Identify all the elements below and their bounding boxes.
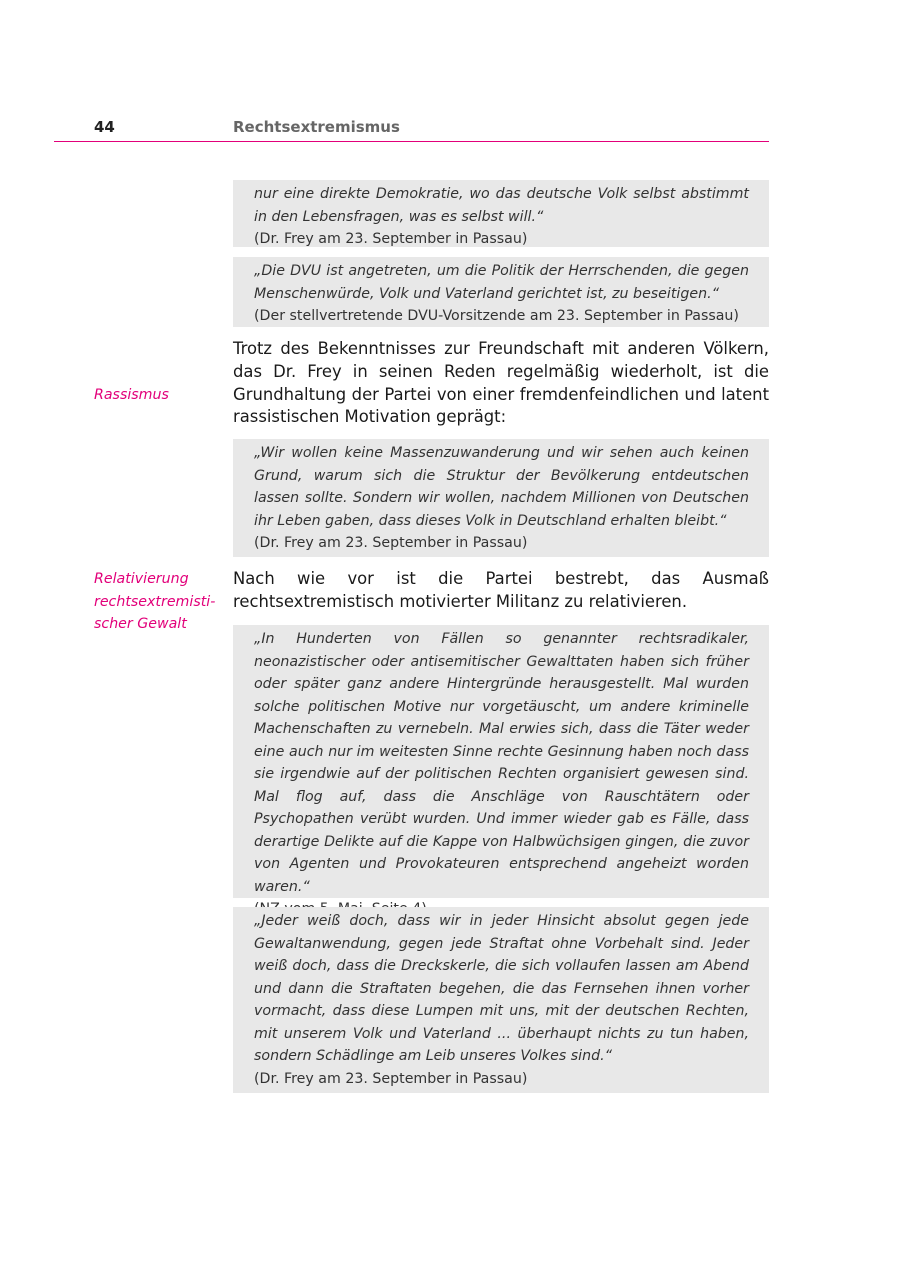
quote-source: (Dr. Frey am 23. September in Passau)	[254, 231, 528, 247]
page-number: 44	[94, 118, 115, 136]
header-rule	[54, 141, 769, 142]
body-paragraph-2: Nach wie vor ist die Partei bestrebt, das Ausmaß rechtsextremistisch motivierter Militanz zu relativieren.	[233, 569, 769, 611]
quote-block-5	[233, 907, 769, 1093]
margin-note-rassismus: Rassismus	[94, 387, 169, 403]
quote-text: „Wir wollen keine Massenzuwanderung und wir sehen auch keinen Grund, warum sich die Struktur der Bevölkerung entdeutschen lassen sollte. Sondern wir wollen, nachdem Millionen von Deutschen ihr Leben gaben, dass dieses Volk in Deutschland erhalten bleibt.“	[254, 445, 749, 529]
quote-text: „Jeder weiß doch, dass wir in jeder Hinsicht absolut gegen jede Gewaltanwendung, gegen jede Straftat ohne Vorbehalt sind. Jeder weiß doch, dass die Dreckskerle, die sich vollaufen lassen am Abend und dann die Straftaten begehen, die das Fernsehen ihnen vorher vormacht, dass diese Lumpen mit uns, mit der deutschen Rechten, mit unserem Volk und Vaterland ... überhaupt nichts zu tun haben, sondern Schädlinge am Leib unseres Volkes sind.“	[254, 913, 749, 1064]
quote-source: (Der stellvertretende DVU-Vorsitzende am 23. September in Passau)	[254, 308, 739, 324]
margin-note-relativierung: Relativierung rechtsextremistischer Gewalt	[94, 571, 216, 632]
quote-block-4	[233, 625, 769, 898]
quote-text: nur eine direkte Demokratie, wo das deutsche Volk selbst abstimmt in den Lebensfragen, was es selbst will.“	[254, 186, 749, 225]
quote-text: „Die DVU ist angetreten, um die Politik der Herrschenden, die gegen Menschenwürde, Volk und Vaterland gerichtet ist, zu beseitigen.“	[254, 263, 749, 302]
running-title: Rechtsextremismus	[233, 118, 400, 136]
quote-block-3	[233, 439, 769, 557]
quote-block-2	[233, 257, 769, 327]
quote-source: (Dr. Frey am 23. September in Passau)	[254, 1070, 528, 1087]
quote-text: „In Hunderten von Fällen so genannter rechtsradikaler, neonazistischer oder antisemitischer Gewalttaten haben sich früher oder später ganz andere Hintergründe herausgestellt. Mal wurden solche politischen Motive nur vorgetäuscht, um andere kriminelle Machenschaften zu vernebeln. Mal erwies sich, dass die Täter weder eine auch nur im weitesten Sinne rechte Gesinnung haben noch dass sie irgendwie auf der politischen Rechten organisiert gewesen sind. Mal flog auf, dass die Anschläge von Rauschtätern oder Psychopathen verübt wurden. Und immer wieder gab es Fälle, dass derartige Delikte auf die Kappe von Halbwüchsigen gingen, die zuvor von Agenten und Provokateuren entsprechend angeheizt worden waren.“	[254, 631, 749, 895]
body-paragraph-1: Trotz des Bekenntnisses zur Freundschaft mit anderen Völkern, das Dr. Frey in seinen Reden regelmäßig wiederholt, ist die Grundhaltung der Partei von einer fremdenfeindlichen und latent rassistischen Motivation geprägt:	[233, 339, 769, 427]
quote-block-1	[233, 180, 769, 247]
quote-source: (Dr. Frey am 23. September in Passau)	[254, 535, 528, 551]
